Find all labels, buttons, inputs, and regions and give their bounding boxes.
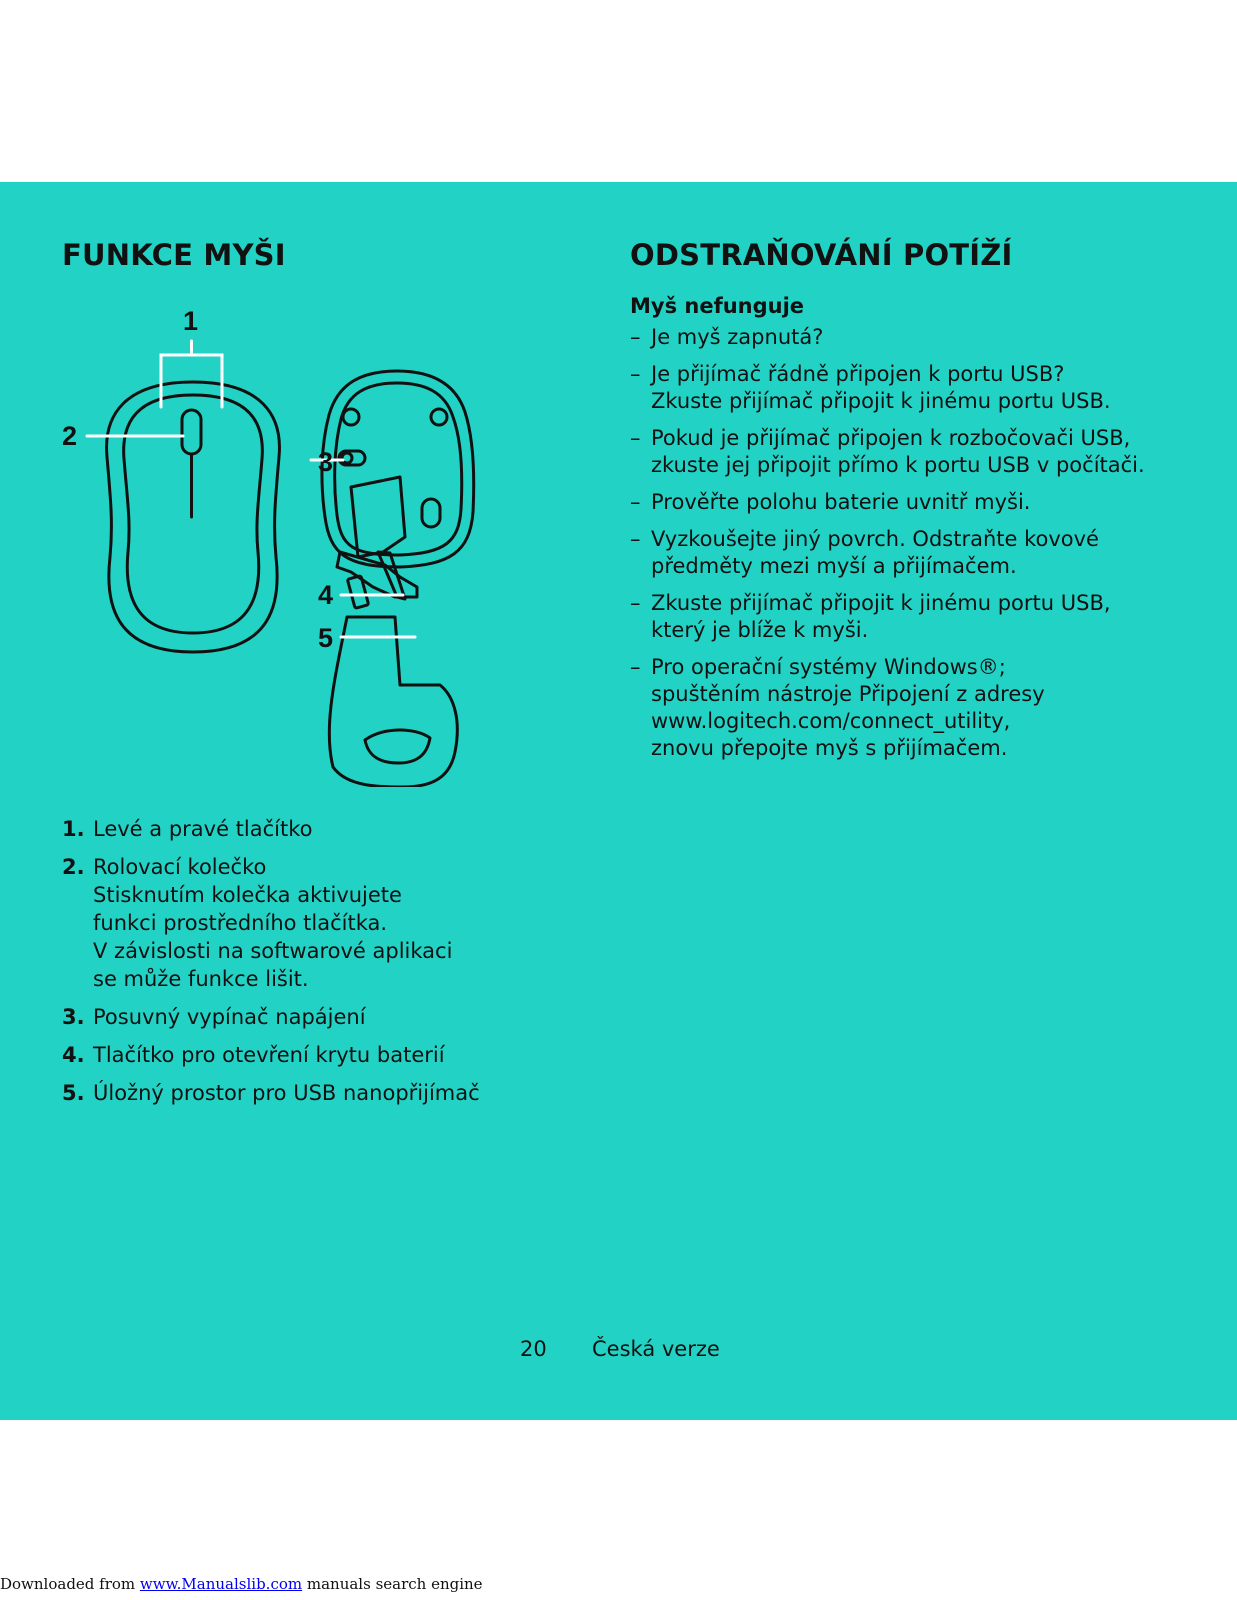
battery-compartment: [351, 477, 405, 557]
mouse-foot-right: [431, 409, 447, 425]
mouse-foot-left: [343, 409, 359, 425]
list-item: [630, 526, 1210, 580]
item-number: 5.: [62, 1081, 85, 1105]
item-number: 4.: [62, 1043, 85, 1067]
item-text: Tlačítko pro otevření krytu baterií: [93, 1043, 445, 1067]
item-text: Posuvný vypínač napájení: [93, 1005, 366, 1029]
optical-sensor: [422, 499, 440, 527]
dash-bullet: –: [630, 325, 641, 349]
item-detail: funkci prostředního tlačítka.: [93, 911, 388, 935]
check-line: Zkuste přijímač připojit k jinému portu USB,: [651, 591, 1111, 615]
list-item: [630, 590, 1210, 644]
item-number: 3.: [62, 1005, 85, 1029]
check-line: Prověřte polohu baterie uvnitř myši.: [651, 490, 1031, 514]
dash-bullet: –: [630, 655, 641, 679]
check-line: Vyzkoušejte jiný povrch. Odstraňte kovové: [651, 527, 1099, 551]
features-list: [62, 815, 582, 1117]
list-item: [62, 853, 582, 993]
callout-1-label: 1: [183, 306, 199, 336]
callout-4-label: 4: [318, 580, 334, 610]
troubleshooting-subtitle: Myš nefunguje: [630, 294, 805, 318]
check-line: Pokud je přijímač připojen k rozbočovači USB,: [651, 426, 1131, 450]
list-item: [630, 425, 1210, 479]
dash-bullet: –: [630, 490, 641, 514]
check-line: Je přijímač řádně připojen k portu USB?: [651, 362, 1065, 386]
list-item: [630, 654, 1210, 762]
download-suffix: manuals search engine: [302, 1575, 483, 1593]
footer-language: Česká verze: [592, 1337, 720, 1361]
download-notice: [0, 1575, 483, 1593]
troubleshooting-section: [630, 292, 1210, 772]
check-line: Zkuste přijímač připojit k jinému portu USB.: [651, 389, 1111, 413]
troubleshooting-title: ODSTRAŇOVÁNÍ POTÍŽÍ: [630, 238, 1013, 272]
list-item: [62, 1041, 582, 1069]
item-detail: Stisknutím kolečka aktivujete: [93, 883, 402, 907]
item-number: 2.: [62, 855, 85, 879]
callout-5-label: 5: [318, 623, 334, 653]
download-prefix: Downloaded from: [0, 1575, 140, 1593]
receiver-grip: [365, 730, 430, 763]
item-text: Levé a pravé tlačítko: [93, 817, 313, 841]
dash-bullet: –: [630, 362, 641, 386]
dash-bullet: –: [630, 426, 641, 450]
check-line: www.logitech.com/connect_utility,: [651, 709, 1011, 733]
content-panel: [0, 182, 1237, 1420]
check-line: Je myš zapnutá?: [651, 325, 824, 349]
page-number: 20: [520, 1337, 547, 1361]
check-line: znovu přepojte myš s přijímačem.: [651, 736, 1008, 760]
mouse-features-title: FUNKCE MYŠI: [62, 238, 286, 272]
item-detail: V závislosti na softwarové aplikaci: [93, 939, 453, 963]
callout-3-label: 3: [318, 447, 334, 477]
list-item: [630, 361, 1210, 415]
list-item: [630, 324, 1210, 351]
checks-list: [630, 324, 1210, 762]
mouse-diagram: [55, 297, 545, 787]
dash-bullet: –: [630, 527, 641, 551]
item-detail: se může funkce lišit.: [93, 967, 309, 991]
dash-bullet: –: [630, 591, 641, 615]
list-item: [62, 1003, 582, 1031]
list-item: [630, 489, 1210, 516]
check-line: zkuste jej připojit přímo k portu USB v počítači.: [651, 453, 1145, 477]
check-line: předměty mezi myší a přijímačem.: [651, 554, 1017, 578]
list-item: [62, 1079, 582, 1107]
check-line: Pro operační systémy Windows®;: [651, 655, 1006, 679]
callout-2-label: 2: [62, 421, 78, 451]
scroll-wheel: [182, 410, 201, 454]
power-switch-knob: [342, 453, 352, 463]
check-line: který je blíže k myši.: [651, 618, 869, 642]
item-text: Úložný prostor pro USB nanopřijímač: [93, 1081, 480, 1105]
manualslib-link[interactable]: www.Manualslib.com: [139, 1575, 303, 1593]
item-text: Rolovací kolečko: [93, 855, 267, 879]
list-item: [62, 815, 582, 843]
mouse-illustration: [55, 297, 545, 787]
check-line: spuštěním nástroje Připojení z adresy: [651, 682, 1045, 706]
item-number: 1.: [62, 817, 85, 841]
